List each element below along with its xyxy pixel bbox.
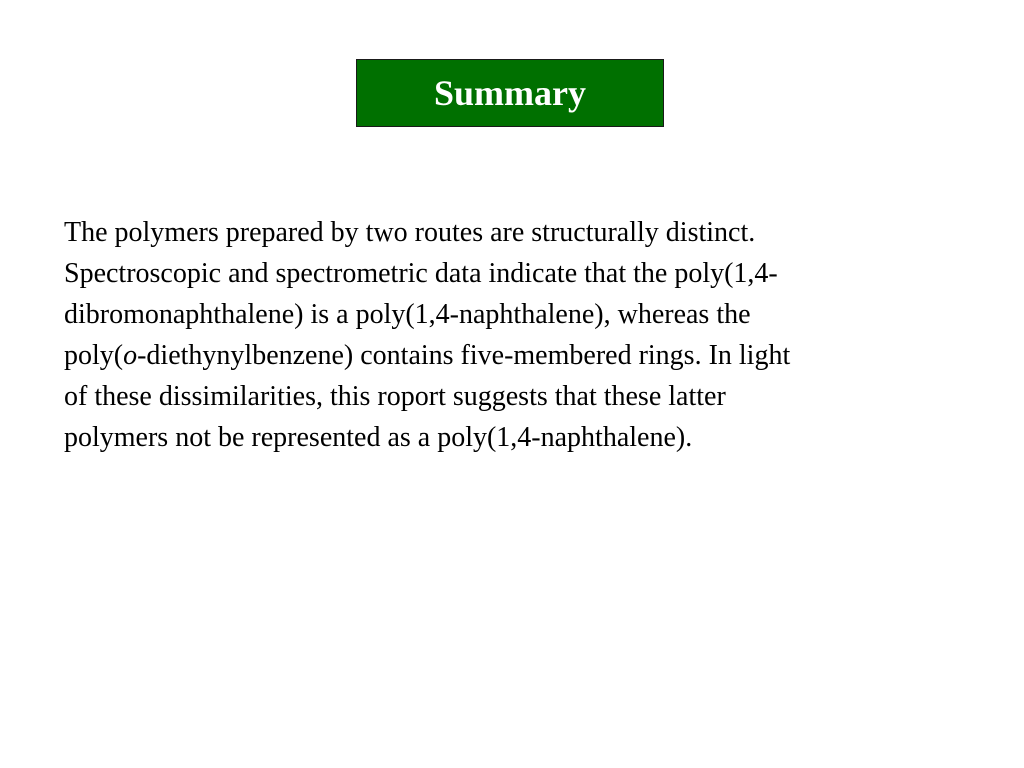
summary-line-3: dibromonaphthalene) is a poly(1,4-naphthalene), whereas the [64,299,751,330]
summary-line-4-italic: o [123,340,138,371]
summary-line-5: of these dissimilarities, this roport suggests that these latter [64,381,726,412]
summary-line-1: The polymers prepared by two routes are structurally distinct. [64,217,756,248]
summary-paragraph [64,212,964,458]
title-banner [356,59,664,127]
slide-title: Summary [434,73,586,113]
summary-line-2: Spectroscopic and spectrometric data indicate that the poly(1,4- [64,258,778,289]
summary-line-4-start: poly( [64,340,124,371]
summary-line-4-end: -diethynylbenzene) contains five-membered rings. In light [137,340,791,371]
summary-line-6: polymers not be represented as a poly(1,4-naphthalene). [64,422,693,453]
summary-line-4 [64,335,964,376]
